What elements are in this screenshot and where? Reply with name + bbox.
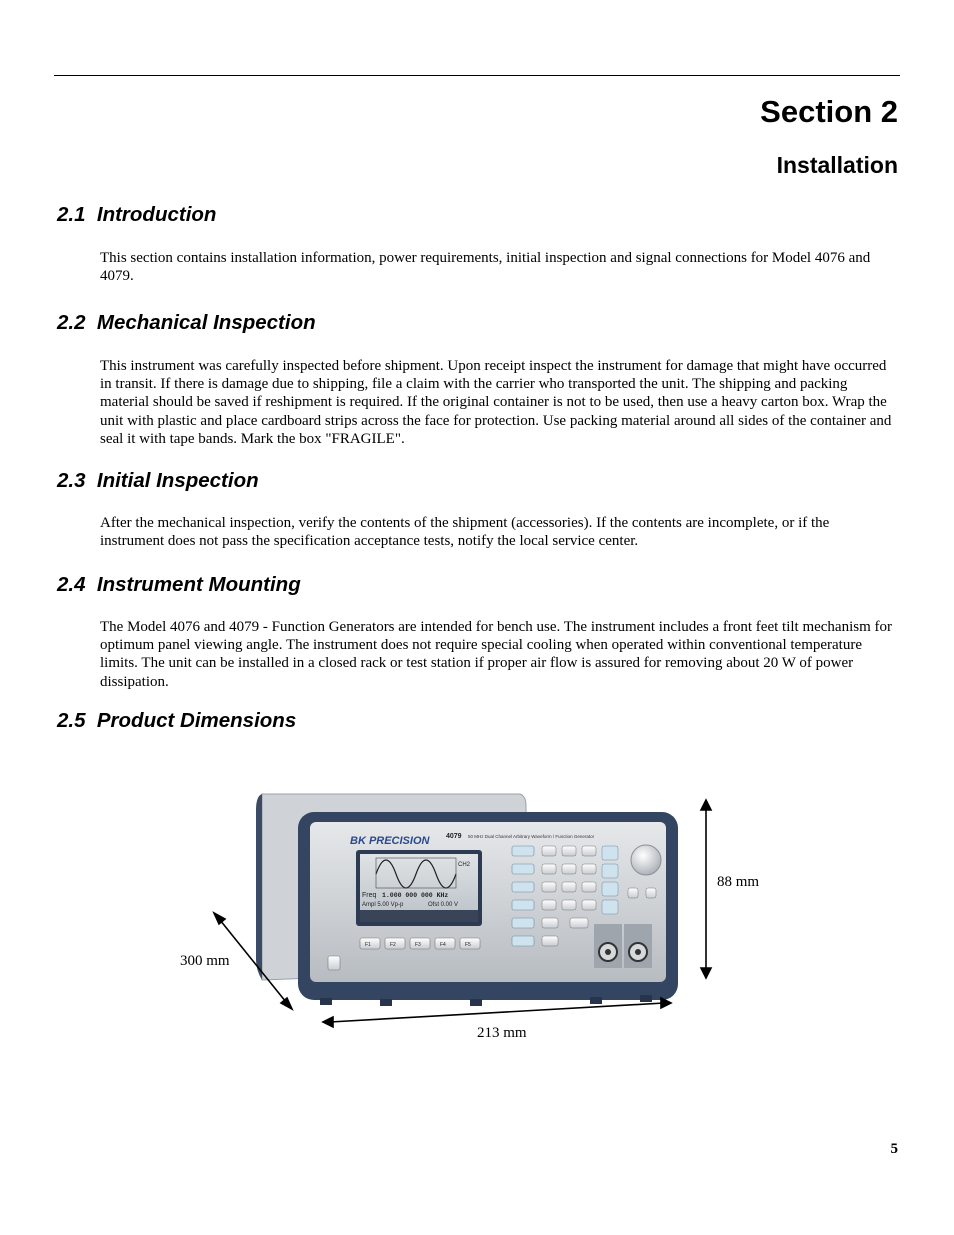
heading-mechanical-inspection: 2.2 Mechanical Inspection — [57, 311, 316, 334]
function-button[interactable] — [512, 900, 534, 910]
arrowhead — [701, 968, 711, 978]
display-softkey-bar — [360, 910, 478, 922]
heading-introduction: 2.1 Introduction — [57, 203, 217, 226]
foot — [470, 999, 482, 1006]
paragraph-mechanical-inspection: This instrument was carefully inspected before shipment. Upon receipt inspect the instrument for damage that might have occurred in transit. If there is damage due to shipping, file a claim with the carrier who transported the unit. The shipping and packing material should be saved if reshipment is required. If the original container is not to be used, then use a heavy carton box. Wrap the unit with plastic and place cardboard strips across the face for protection. Use packing material around all sides of the container and seal it with tape bands. Mark the box "FRAGILE". — [100, 358, 892, 447]
section-title: Section 2 — [760, 94, 898, 129]
heading-initial-inspection: 2.3 Initial Inspection — [57, 469, 259, 492]
product-dimensions-figure — [170, 780, 790, 1060]
keypad-key[interactable] — [582, 846, 596, 856]
paragraph-initial-inspection: After the mechanical inspection, verify the contents of the shipment (accessories). If the contents are incomplete, or if the instrument does not pass the specification acceptance tests, notify the local service center. — [100, 515, 830, 550]
keypad-key[interactable] — [562, 846, 576, 856]
page-number: 5 — [890, 1141, 898, 1157]
keypad-key[interactable] — [562, 900, 576, 910]
paragraph-instrument-mounting: The Model 4076 and 4079 - Function Generators are intended for bench use. The instrument includes a front feet tilt mechanism for optimum panel viewing angle. The instrument does not require special cooling when operated within conventional temperature limits. The unit can be installed in a closed rack or test station if proper air flow is assured for removing about 20 W of power dissipation. — [100, 619, 892, 690]
bnc-center — [635, 949, 641, 955]
keypad-key[interactable] — [582, 882, 596, 892]
heading-product-dimensions: 2.5 Product Dimensions — [57, 709, 297, 732]
keypad-key[interactable] — [562, 864, 576, 874]
softkey-label: F4 — [440, 942, 446, 948]
display-freq-value: 1.000 000 000 KHz — [382, 892, 449, 899]
function-generator-drawing — [170, 780, 790, 1060]
foot — [640, 995, 652, 1002]
display-offset: Ofst 0.00 V — [428, 902, 459, 908]
display-freq-label: Freq — [362, 892, 377, 899]
foot — [320, 998, 332, 1005]
softkey-label: F5 — [465, 942, 471, 948]
unit-key[interactable] — [602, 900, 618, 914]
rotary-knob[interactable] — [631, 845, 661, 875]
paragraph-introduction: This section contains installation information, power requirements, initial inspection and signal connections for Model 4076 and 4079. — [100, 250, 871, 285]
foot — [380, 999, 392, 1006]
channel-key[interactable] — [542, 936, 558, 946]
unit-key[interactable] — [602, 846, 618, 860]
section-subtitle: Installation — [776, 152, 898, 178]
brand-logo: BK PRECISION — [350, 835, 430, 847]
keypad-key[interactable] — [582, 900, 596, 910]
softkey-label: F1 — [365, 942, 371, 948]
softkey-label: F2 — [390, 942, 396, 948]
dimension-width-label: 213 mm — [477, 1025, 527, 1041]
arrowhead — [214, 913, 225, 924]
bnc-center — [605, 949, 611, 955]
display-channel: CH2 — [458, 862, 471, 868]
foot — [590, 997, 602, 1004]
function-button[interactable] — [512, 882, 534, 892]
unit-key[interactable] — [602, 864, 618, 878]
heading-instrument-mounting: 2.4 Instrument Mounting — [57, 573, 301, 596]
model-description: 50 MHz Dual Channel Arbitrary Waveform / Function Generator — [468, 834, 595, 839]
unit-key[interactable] — [602, 882, 618, 896]
softkey-label: F3 — [415, 942, 421, 948]
arrowhead — [701, 800, 711, 810]
power-switch[interactable] — [328, 956, 340, 970]
keypad-key[interactable] — [542, 846, 556, 856]
arrowhead — [281, 998, 292, 1009]
function-button[interactable] — [512, 918, 534, 928]
dimension-depth-label: 300 mm — [180, 953, 230, 969]
keypad-key[interactable] — [542, 900, 556, 910]
arrowhead — [323, 1017, 333, 1027]
softkey-row — [360, 938, 480, 949]
dimension-height-label: 88 mm — [717, 874, 760, 890]
function-button[interactable] — [512, 864, 534, 874]
function-button[interactable] — [512, 846, 534, 856]
display-amplitude: Ampl 5.00 Vp-p — [362, 902, 404, 908]
arrow-right-key[interactable] — [646, 888, 656, 898]
arrow-left-key[interactable] — [628, 888, 638, 898]
function-button[interactable] — [512, 936, 534, 946]
header-rule — [54, 75, 900, 76]
local-key[interactable] — [542, 918, 558, 928]
keypad-key[interactable] — [542, 864, 556, 874]
rear-bezel — [256, 794, 262, 980]
keypad-key[interactable] — [562, 882, 576, 892]
model-number: 4079 — [446, 833, 462, 840]
arrowhead — [661, 998, 671, 1008]
keypad-key[interactable] — [542, 882, 556, 892]
keypad-key[interactable] — [582, 864, 596, 874]
enter-key[interactable] — [570, 918, 588, 928]
